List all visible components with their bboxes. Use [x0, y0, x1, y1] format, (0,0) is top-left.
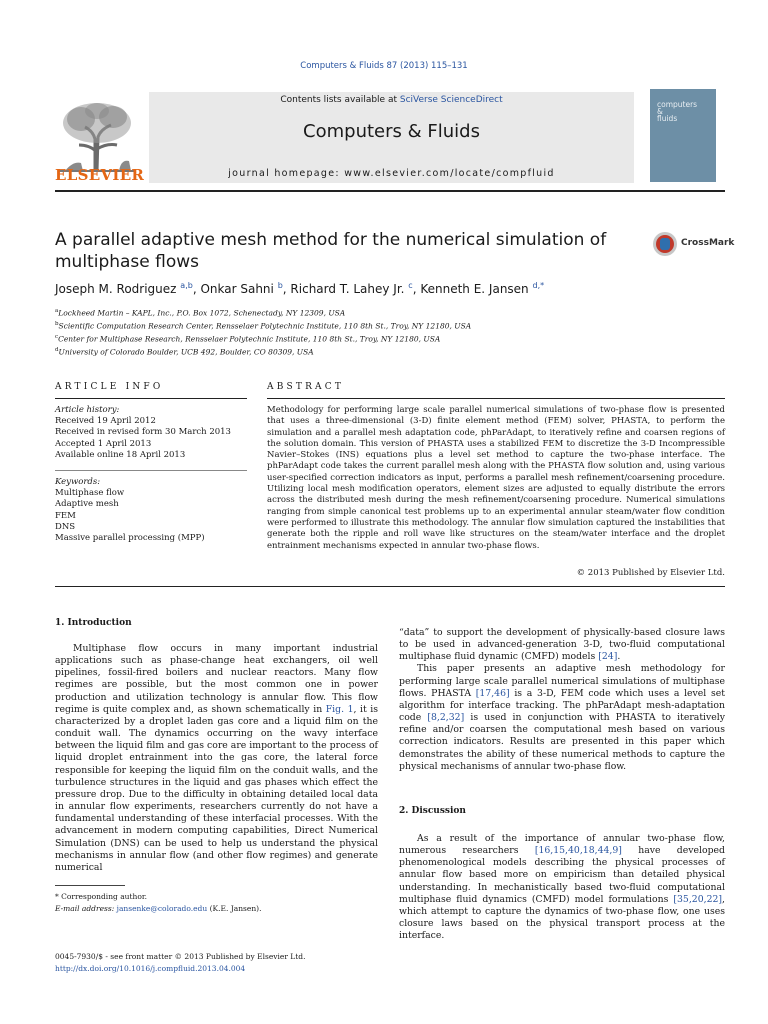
footnote-divider: [55, 885, 125, 886]
text-run: have developed phenomenological models describing the physical processes of annular flow based more on empiricism than detailed physical understanding. In mechanistically based two-fluid computational multiphase fluid dynamics (CMFD) model formulations: [399, 845, 725, 905]
paragraph: [399, 663, 725, 772]
citation-link[interactable]: [24]: [598, 651, 618, 663]
figure-link[interactable]: Fig. 1: [325, 703, 354, 715]
keyword: Multiphase flow: [55, 488, 125, 499]
email-note: [55, 903, 261, 915]
author-name: Kenneth E. Jansen: [420, 282, 529, 296]
cover-line: &: [657, 107, 663, 116]
doi-link[interactable]: http://dx.doi.org/10.1016/j.compfluid.2013.04.004: [55, 964, 246, 973]
text-run: As a result of the importance of annular two-phase flow, numerous researchers: [399, 833, 725, 857]
paragraph: [399, 833, 725, 942]
affiliation: [55, 332, 471, 345]
citation-link[interactable]: [8,2,32]: [427, 712, 465, 724]
article-history: [55, 405, 231, 461]
citation-link[interactable]: [17,46]: [475, 687, 510, 699]
text-run: is a 3-D, FEM code which uses a level set algorithm for interface tracking. The phParAdapt mesh-adaptation code: [399, 687, 725, 724]
copyright-notice: © 2013 Published by Elsevier Ltd.: [576, 568, 725, 578]
affiliation-mark: d: [55, 347, 59, 353]
abstract-heading: ABSTRACT: [267, 382, 345, 392]
author-affiliation-mark[interactable]: c: [408, 281, 413, 290]
text-run: “data” to support the development of physically-based closure laws to be used in advanced-generation 3-D, two-fluid computational multiphase fluid dynamic (CMFD) models: [399, 627, 725, 663]
author-affiliation-mark[interactable]: a,b: [180, 281, 193, 290]
contents-prefix: Contents lists available at: [280, 95, 400, 105]
history-entry: Accepted 1 April 2013: [55, 438, 152, 449]
keyword: DNS: [55, 521, 76, 532]
keyword: Adaptive mesh: [55, 499, 119, 510]
journal-title: Computers & Fluids: [303, 121, 480, 142]
keyword: FEM: [55, 510, 76, 521]
email-link[interactable]: jansenke@colorado.edu: [116, 904, 208, 913]
article-info-heading: ARTICLE INFO: [55, 382, 164, 392]
affiliation-text: Lockheed Martin – KAPL, Inc., P.O. Box 1072, Schenectady, NY 12309, USA: [58, 308, 346, 318]
citation-link[interactable]: [16,15,40,18,44,9]: [534, 845, 622, 857]
section-heading-discussion: 2. Discussion: [399, 806, 466, 816]
cover-title: [657, 101, 697, 122]
affiliation-mark: a: [55, 308, 59, 314]
author-separator: ,: [282, 282, 291, 296]
crossmark-label: CrossMark: [681, 238, 735, 248]
sciencedirect-link[interactable]: SciVerse ScienceDirect: [399, 95, 503, 105]
author-name: Joseph M. Rodriguez: [55, 282, 177, 296]
section-heading-introduction: 1. Introduction: [55, 618, 132, 628]
author-name: Richard T. Lahey Jr.: [290, 282, 405, 296]
cover-line: fluids: [657, 114, 678, 123]
history-entry: Available online 18 April 2013: [55, 449, 186, 460]
email-suffix: (K.E. Jansen).: [207, 904, 262, 913]
email-label: E-mail address:: [55, 904, 117, 913]
journal-homepage: [149, 168, 634, 179]
text-run: This paper presents an adaptive mesh methodology for performing large scale parallel numerical simulations of multiphase flows. PHASTA: [399, 663, 725, 699]
affiliation-text: University of Colorado Boulder, UCB 492, Boulder, CO 80309, USA: [58, 347, 314, 357]
author-list: [55, 281, 544, 296]
affiliation-mark: c: [55, 334, 59, 340]
journal-citation[interactable]: Computers & Fluids 87 (2013) 115–131: [300, 61, 468, 71]
citation-link[interactable]: [35,20,22]: [673, 893, 723, 905]
body-column-left: [55, 643, 378, 874]
text-run: , which attempt to capture the dynamics of two-phase flow, one uses closure laws based on the physical transport process at the interface.: [399, 893, 725, 942]
text-run: .: [617, 651, 621, 663]
keywords-label: Keywords:: [55, 477, 101, 487]
cover-line: computers: [657, 100, 698, 109]
text-run: Multiphase flow occurs in many important industrial applications such as phase-change heat exchangers, oil well pipelines, fossil-fired boilers and nuclear reactors. Many flow regimes are possible, but the most common one in power production and utilization technology is annular flow. This flow regime is quite complex and, as shown schematically in: [55, 643, 378, 715]
author-separator: ,: [412, 282, 421, 296]
affiliation-text: Scientific Computation Research Center, Rensselaer Polytechnic Institute, 110 8th St., Troy, NY 12180, USA: [58, 321, 472, 331]
paragraph: [55, 643, 378, 874]
issn-line: 0045-7930/$ - see front matter © 2013 Published by Elsevier Ltd.: [55, 952, 306, 961]
text-run: is used in conjunction with PHASTA to iteratively refine and/or coarsen the computational mesh based on various correction indicators. Results are presented in this paper which demonstrates the ability of these numerical methods to capture the physical mechanisms of annular two-phase flow.: [399, 712, 726, 772]
affiliation: [55, 306, 471, 319]
history-label: Article history:: [55, 405, 120, 415]
keywords: [55, 477, 205, 544]
homepage-url[interactable]: www.elsevier.com/locate/compfluid: [344, 168, 555, 179]
text-run: , it is characterized by a droplet laden gas core and a liquid film on the conduit wall. The dynamics occurring on the wavy interface between the liquid film and gas core are important to the process of liquid droplet entrainment into the gas core, the lateral force responsible for keeping the liquid film on the conduit walls, and the turbulence structures in the liquid and gas phases which effect the pressure drop. Due to the difficulty in obtaining detailed local data in annular flow experiments, researchers currently do not have a fundamental understanding of these interfacial processes. With the advancement in modern computing capabilities, Direct Numerical Simulation (DNS) can be used to help us understand the physical mechanisms in annular flow (and other flow regimes) and generate numerical: [55, 703, 379, 873]
affiliation: [55, 345, 471, 358]
front-matter-info: [55, 951, 305, 975]
contents-line: [149, 95, 634, 105]
crossmark-icon: [652, 230, 678, 258]
affiliation-list: [55, 306, 471, 358]
affiliation-text: Center for Multiphase Research, Rensselaer Polytechnic Institute, 110 8th St., Troy, NY 12180, USA: [58, 334, 441, 344]
history-entry: Received 19 April 2012: [55, 416, 156, 427]
history-entry: Received in revised form 30 March 2013: [55, 427, 231, 438]
affiliation-mark: b: [55, 321, 59, 327]
body-column-right: [399, 627, 725, 773]
front-matter-divider: [55, 586, 725, 587]
paragraph-continued: [399, 627, 725, 663]
author-separator: ,: [192, 282, 201, 296]
author-name: Onkar Sahni: [200, 282, 274, 296]
elsevier-wordmark: ELSEVIER: [55, 166, 145, 184]
keywords-divider: [55, 470, 247, 471]
homepage-prefix: journal homepage:: [228, 168, 345, 179]
corresponding-author-note: * Corresponding author.: [55, 892, 148, 901]
affiliation: [55, 319, 471, 332]
footnotes: [55, 891, 261, 915]
article-info-divider: [55, 398, 247, 399]
abstract-divider: [267, 398, 725, 399]
author-affiliation-mark[interactable]: b: [277, 281, 283, 290]
body-column-right-discussion: [399, 833, 725, 942]
journal-cover-image: [650, 89, 716, 182]
author-affiliation-mark[interactable]: d,*: [532, 281, 545, 290]
crossmark-badge[interactable]: [652, 230, 742, 258]
keyword: Massive parallel processing (MPP): [55, 533, 205, 544]
header-divider: [55, 190, 725, 192]
abstract-text: Methodology for performing large scale parallel numerical simulations of two-phase flow is presented that uses a three-dimensional (3-D) finite element method (FEM) solver, PHASTA, to perform the simulation and a parallel mesh adaptation code, phParAdapt, to iteratively refine and coarsen regions of the solution domain. This version of PHASTA uses a stabilized FEM to discretize the 3-D Incompressible Navier–Stokes (INS) equations plus a level set method to capture the two-phase interface. The phParAdapt code takes the current parallel mesh along with the PHASTA flow solution and, using various user-specified correction indicators as input, performs a parallel mesh refinement/coarsening procedure. Utilizing local mesh modification operators, element sizes are adjusted to equally distribute the errors across the distributed mesh during the mesh refinement/coarsening procedure. Numerical simulations ranging from simple canonical test problems up to an experimental annular steam/water flow condition were performed to illustrate this methodology. The annular flow simulation captured the instabilities that generate both the ripple and roll wave like structures on the steam/water interface and the droplet entrainment mechanisms expected in annular two-phase flows.: [267, 405, 725, 551]
paper-title: A parallel adaptive mesh method for the numerical simulation of multiphase flows: [55, 230, 607, 272]
